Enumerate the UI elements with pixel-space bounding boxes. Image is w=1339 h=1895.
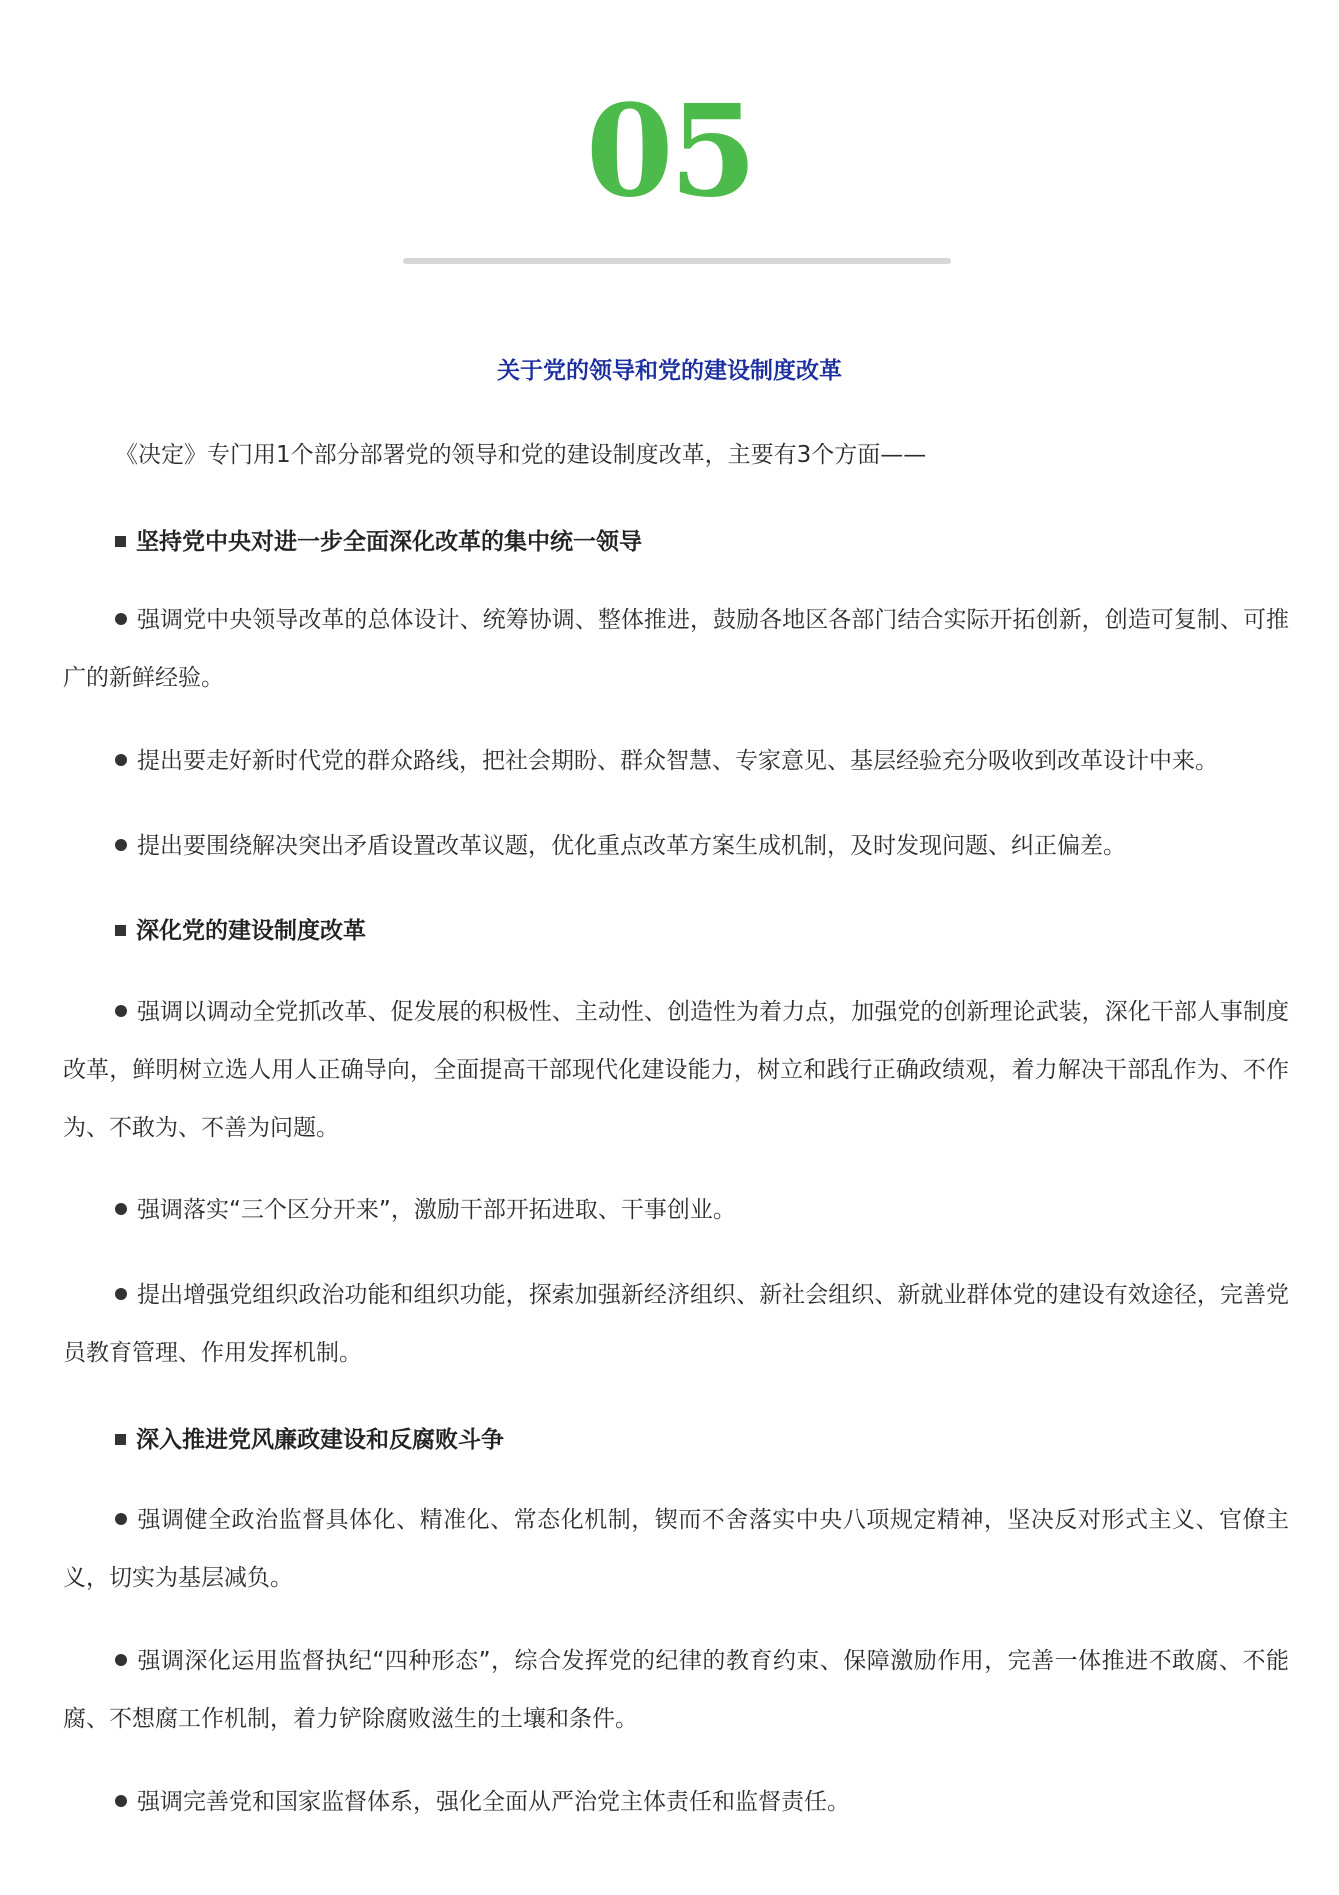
bullet-paragraph bbox=[63, 591, 1289, 707]
bullet-text: 强调健全政治监督具体化、精准化、常态化机制，锲而不舍落实中央八项规定精神，坚决反对形式主义、官僚主义，切实为基层减负。 bbox=[63, 1507, 1289, 1591]
bullet-text: 强调以调动全党抓改革、促发展的积极性、主动性、创造性为着力点，加强党的创新理论武装，深化干部人事制度改革，鲜明树立选人用人正确导向，全面提高干部现代化建设能力，树立和践行正确政绩观，着力解决干部乱作为、不作为、不敢为、不善为问题。 bbox=[63, 999, 1289, 1141]
chapter-number: 05 bbox=[585, 77, 754, 225]
round-bullet-icon bbox=[115, 1288, 127, 1300]
bullet-paragraph bbox=[63, 1266, 1289, 1382]
intro-paragraph: 《决定》专门用1个部分部署党的领导和党的建设制度改革，主要有3个方面—— bbox=[115, 442, 927, 468]
round-bullet-icon bbox=[115, 839, 127, 851]
section-heading-3 bbox=[115, 1424, 504, 1456]
round-bullet-icon bbox=[115, 1005, 127, 1017]
bullet-text: 强调完善党和国家监督体系，强化全面从严治党主体责任和监督责任。 bbox=[137, 1789, 850, 1815]
section-heading-text: 深入推进党风廉政建设和反腐败斗争 bbox=[136, 1427, 504, 1453]
section-heading-1 bbox=[115, 526, 642, 558]
bullet-text: 提出要围绕解决突出矛盾设置改革议题，优化重点改革方案生成机制，及时发现问题、纠正偏差。 bbox=[137, 833, 1126, 859]
round-bullet-icon bbox=[115, 613, 127, 625]
bullet-text: 提出要走好新时代党的群众路线，把社会期盼、群众智慧、专家意见、基层经验充分吸收到改革设计中来。 bbox=[137, 748, 1218, 774]
bullet-paragraph bbox=[63, 983, 1289, 1157]
bullet-paragraph bbox=[63, 1181, 1289, 1239]
title-divider bbox=[403, 258, 951, 264]
round-bullet-icon bbox=[115, 1654, 127, 1666]
bullet-text: 提出增强党组织政治功能和组织功能，探索加强新经济组织、新社会组织、新就业群体党的建设有效途径，完善党员教育管理、作用发挥机制。 bbox=[63, 1282, 1289, 1366]
section-heading-2 bbox=[115, 915, 366, 947]
square-bullet-icon bbox=[115, 1434, 126, 1445]
square-bullet-icon bbox=[115, 536, 126, 547]
bullet-paragraph bbox=[63, 1491, 1289, 1607]
bullet-paragraph bbox=[63, 732, 1289, 790]
round-bullet-icon bbox=[115, 1795, 127, 1807]
round-bullet-icon bbox=[115, 754, 127, 766]
bullet-paragraph bbox=[63, 817, 1289, 875]
bullet-paragraph bbox=[63, 1773, 1289, 1831]
bullet-text: 强调党中央领导改革的总体设计、统筹协调、整体推进，鼓励各地区各部门结合实际开拓创新，创造可复制、可推广的新鲜经验。 bbox=[63, 607, 1289, 691]
bullet-text: 强调深化运用监督执纪“四种形态”，综合发挥党的纪律的教育约束、保障激励作用，完善一体推进不敢腐、不能腐、不想腐工作机制，着力铲除腐败滋生的土壤和条件。 bbox=[63, 1648, 1289, 1732]
bullet-text: 强调落实“三个区分开来”，激励干部开拓进取、干事创业。 bbox=[137, 1197, 736, 1223]
round-bullet-icon bbox=[115, 1513, 127, 1525]
round-bullet-icon bbox=[115, 1203, 127, 1215]
section-title: 关于党的领导和党的建设制度改革 bbox=[497, 358, 842, 384]
bullet-paragraph bbox=[63, 1632, 1289, 1748]
section-heading-text: 深化党的建设制度改革 bbox=[136, 918, 366, 944]
section-heading-text: 坚持党中央对进一步全面深化改革的集中统一领导 bbox=[136, 529, 642, 555]
square-bullet-icon bbox=[115, 925, 126, 936]
